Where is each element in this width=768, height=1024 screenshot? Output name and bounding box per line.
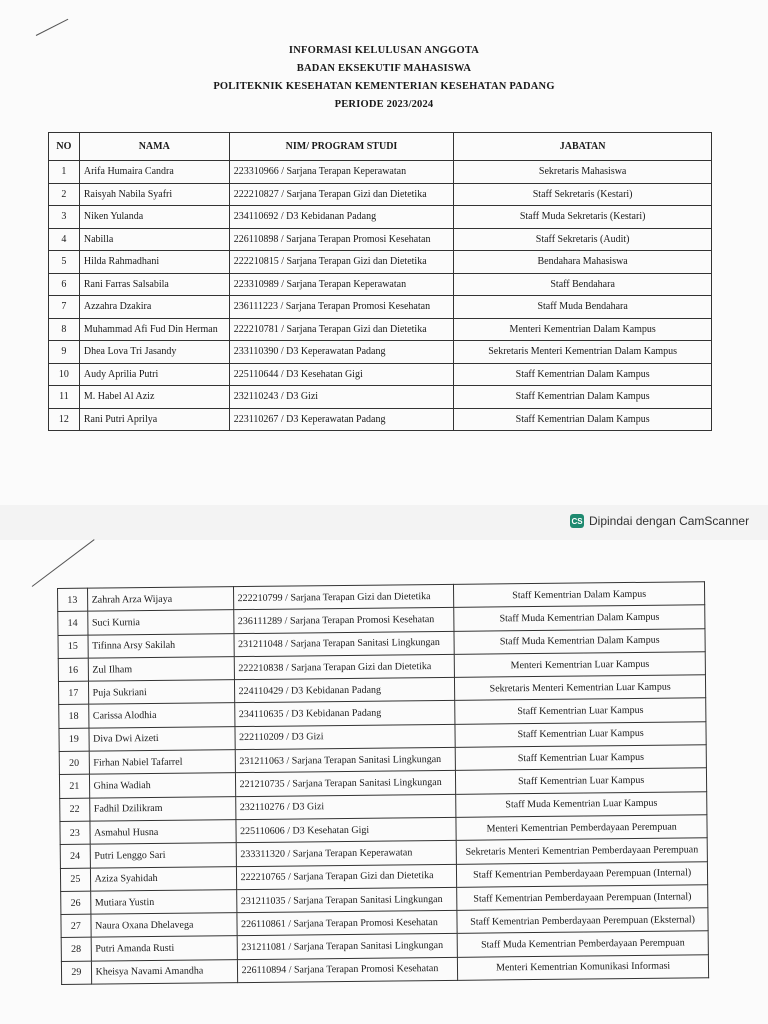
cell-no: 5 xyxy=(49,251,80,274)
cell-jabatan: Staff Muda Kementrian Luar Kampus xyxy=(456,791,707,817)
cell-nim: 225110644 / D3 Kesehatan Gigi xyxy=(229,363,454,386)
table-row xyxy=(49,206,712,229)
cell-no: 1 xyxy=(49,161,80,184)
cell-nim: 226110898 / Sarjana Terapan Promosi Kesehatan xyxy=(229,228,454,251)
cell-nama: Suci Kurnia xyxy=(87,610,233,635)
header-organization: BADAN EKSEKUTIF MAHASISWA xyxy=(296,63,472,74)
cell-no: 7 xyxy=(49,296,80,319)
cell-jabatan: Staff Kementrian Dalam Kampus xyxy=(454,363,712,386)
table-row xyxy=(49,296,712,319)
cell-nama: Putri Lenggo Sari xyxy=(90,843,236,868)
cell-jabatan: Staff Kementrian Pemberdayaan Perempuan (Eksternal) xyxy=(457,908,708,934)
cell-no: 19 xyxy=(59,728,89,752)
cell-jabatan: Staff Kementrian Pemberdayaan Perempuan (Internal) xyxy=(457,885,708,911)
cell-no: 14 xyxy=(58,611,88,635)
cell-nim: 221210735 / Sarjana Terapan Sanitasi Lingkungan xyxy=(235,771,456,797)
cell-no: 28 xyxy=(61,938,91,962)
cell-nim: 222210838 / Sarjana Terapan Gizi dan Dietetika xyxy=(234,654,455,680)
cell-nama: Diva Dwi Aizeti xyxy=(89,726,235,751)
cell-no: 24 xyxy=(60,844,90,868)
cell-nama: Carissa Alodhia xyxy=(88,703,234,728)
cell-nim: 234110692 / D3 Kebidanan Padang xyxy=(229,206,454,229)
cell-nama: Asmahul Husna xyxy=(89,820,235,845)
table-row xyxy=(49,408,712,431)
document-header xyxy=(0,42,768,114)
cell-no: 25 xyxy=(60,868,90,892)
cell-jabatan: Menteri Kementrian Luar Kampus xyxy=(454,652,705,678)
cell-nim: 226110861 / Sarjana Terapan Promosi Kesehatan xyxy=(236,910,457,936)
camscanner-watermark xyxy=(570,514,749,528)
cell-nama: Aziza Syahidah xyxy=(90,866,236,891)
cell-nama: Ghina Wadiah xyxy=(89,773,235,798)
cell-nama: Zahrah Arza Wijaya xyxy=(87,587,233,612)
cell-no: 22 xyxy=(60,798,90,822)
table-row xyxy=(49,273,712,296)
cell-no: 21 xyxy=(59,775,89,799)
table-row xyxy=(49,251,712,274)
cell-no: 3 xyxy=(49,206,80,229)
header-institution: POLITEKNIK KESEHATAN KEMENTERIAN KESEHATAN PADANG xyxy=(213,81,555,92)
cell-jabatan: Sekretaris Menteri Kementrian Pemberdayaan Perempuan xyxy=(456,838,707,864)
cell-nim: 231211035 / Sarjana Terapan Sanitasi Lingkungan xyxy=(236,887,457,913)
cell-nama: Puja Sukriani xyxy=(88,680,234,705)
cell-nama: Fadhil Dzilikram xyxy=(89,796,235,821)
cell-no: 12 xyxy=(49,408,80,431)
cell-nama: Kheisya Navami Amandha xyxy=(91,959,237,984)
cell-no: 26 xyxy=(61,891,91,915)
cell-jabatan: Staff Muda Kementrian Dalam Kampus xyxy=(454,628,705,654)
cell-nim: 231211048 / Sarjana Terapan Sanitasi Lingkungan xyxy=(234,631,455,657)
cell-nim: 225110606 / D3 Kesehatan Gigi xyxy=(235,817,456,843)
cell-nama: Zul Ilham xyxy=(88,657,234,682)
cell-nama: Dhea Lova Tri Jasandy xyxy=(79,341,229,364)
table-row xyxy=(49,183,712,206)
cell-nama: Hilda Rahmadhani xyxy=(79,251,229,274)
cell-nama: Firhan Nabiel Tafarrel xyxy=(89,750,235,775)
cell-nim: 224110429 / D3 Kebidanan Padang xyxy=(234,678,455,704)
cell-no: 13 xyxy=(58,588,88,612)
cell-no: 4 xyxy=(49,228,80,251)
cell-nim: 236111223 / Sarjana Terapan Promosi Kesehatan xyxy=(229,296,454,319)
cell-jabatan: Bendahara Mahasiswa xyxy=(454,251,712,274)
cell-nim: 222210781 / Sarjana Terapan Gizi dan Dietetika xyxy=(229,318,454,341)
cell-nama: M. Habel Al Aziz xyxy=(79,386,229,409)
cell-nama: Nabilla xyxy=(79,228,229,251)
cell-no: 20 xyxy=(59,751,89,775)
column-header-nim: NIM/ PROGRAM STUDI xyxy=(229,133,454,161)
cell-no: 18 xyxy=(59,705,89,729)
table-row xyxy=(49,161,712,184)
cell-jabatan: Staff Kementrian Luar Kampus xyxy=(456,768,707,794)
cell-jabatan: Staff Kementrian Dalam Kampus xyxy=(454,408,712,431)
cell-nama: Tifinna Arsy Sakilah xyxy=(88,633,234,658)
cell-nim: 223310989 / Sarjana Terapan Keperawatan xyxy=(229,273,454,296)
header-title: INFORMASI KELULUSAN ANGGOTA xyxy=(288,45,480,56)
cell-nim: 234110635 / D3 Kebidanan Padang xyxy=(234,701,455,727)
cell-jabatan: Sekretaris Mahasiswa xyxy=(454,161,712,184)
cell-nim: 223110267 / D3 Keperawatan Padang xyxy=(229,408,454,431)
cell-jabatan: Staff Kementrian Dalam Kampus xyxy=(454,582,705,608)
cell-jabatan: Staff Kementrian Luar Kampus xyxy=(455,721,706,747)
cell-no: 29 xyxy=(61,961,91,985)
cell-jabatan: Staff Sekretaris (Audit) xyxy=(454,228,712,251)
cell-nama: Naura Oxana Dhelavega xyxy=(90,913,236,938)
cell-nama: Muhammad Afi Fud Din Herman xyxy=(79,318,229,341)
cell-jabatan: Staff Kementrian Pemberdayaan Perempuan (Internal) xyxy=(457,861,708,887)
cell-no: 23 xyxy=(60,821,90,845)
cell-jabatan: Staff Muda Kementrian Pemberdayaan Perempuan xyxy=(457,931,708,957)
cell-jabatan: Staff Kementrian Dalam Kampus xyxy=(454,386,712,409)
cell-nama: Niken Yulanda xyxy=(79,206,229,229)
cell-nim: 222210827 / Sarjana Terapan Gizi dan Dietetika xyxy=(229,183,454,206)
table-row xyxy=(49,228,712,251)
cell-nim: 233311320 / Sarjana Terapan Keperawatan xyxy=(236,841,457,867)
cell-nim: 231211081 / Sarjana Terapan Sanitasi Lingkungan xyxy=(237,934,458,960)
camscanner-icon: CS xyxy=(570,514,584,528)
cell-nim: 223310966 / Sarjana Terapan Keperawatan xyxy=(229,161,454,184)
cell-jabatan: Staff Kementrian Luar Kampus xyxy=(455,698,706,724)
cell-nama: Azzahra Dzakira xyxy=(79,296,229,319)
table-row xyxy=(49,386,712,409)
cell-nim: 222110209 / D3 Gizi xyxy=(234,724,455,750)
cell-nama: Rani Putri Aprilya xyxy=(79,408,229,431)
cell-jabatan: Staff Muda Sekretaris (Kestari) xyxy=(454,206,712,229)
column-header-no: NO xyxy=(49,133,80,161)
cell-jabatan: Menteri Kementrian Komunikasi Informasi xyxy=(458,954,709,980)
header-period: PERIODE 2023/2024 xyxy=(334,99,434,110)
cell-no: 11 xyxy=(49,386,80,409)
cell-no: 2 xyxy=(49,183,80,206)
cell-no: 16 xyxy=(58,658,88,682)
cell-nama: Arifa Humaira Candra xyxy=(79,161,229,184)
cell-nama: Putri Amanda Rusti xyxy=(91,936,237,961)
cell-jabatan: Staff Muda Bendahara xyxy=(454,296,712,319)
cell-nim: 232110276 / D3 Gizi xyxy=(235,794,456,820)
cell-nim: 222210765 / Sarjana Terapan Gizi dan Dietetika xyxy=(236,864,457,890)
cell-jabatan: Sekretaris Menteri Kementrian Luar Kampus xyxy=(455,675,706,701)
table-row xyxy=(49,318,712,341)
members-table-page-1 xyxy=(48,132,712,431)
cell-no: 27 xyxy=(61,914,91,938)
table-row xyxy=(49,363,712,386)
cell-jabatan: Menteri Kementrian Dalam Kampus xyxy=(454,318,712,341)
cell-nim: 231211063 / Sarjana Terapan Sanitasi Lingkungan xyxy=(235,747,456,773)
cell-jabatan: Sekretaris Menteri Kementrian Dalam Kampus xyxy=(454,341,712,364)
camscanner-label: Dipindai dengan CamScanner xyxy=(589,514,750,528)
column-header-nama: NAMA xyxy=(79,133,229,161)
cell-nim: 232110243 / D3 Gizi xyxy=(229,386,454,409)
cell-jabatan: Staff Sekretaris (Kestari) xyxy=(454,183,712,206)
members-table-page-2 xyxy=(57,581,709,985)
column-header-jabatan: JABATAN xyxy=(454,133,712,161)
cell-nim: 236111289 / Sarjana Terapan Promosi Kesehatan xyxy=(233,608,454,634)
cell-jabatan: Staff Kementrian Luar Kampus xyxy=(455,745,706,771)
cell-no: 6 xyxy=(49,273,80,296)
cell-jabatan: Menteri Kementrian Pemberdayaan Perempuan xyxy=(456,815,707,841)
cell-no: 8 xyxy=(49,318,80,341)
cell-jabatan: Staff Bendahara xyxy=(454,273,712,296)
cell-nim: 222210815 / Sarjana Terapan Gizi dan Dietetika xyxy=(229,251,454,274)
cell-nim: 233110390 / D3 Keperawatan Padang xyxy=(229,341,454,364)
table-row xyxy=(49,341,712,364)
cell-nama: Audy Aprilia Putri xyxy=(79,363,229,386)
cell-nim: 222210799 / Sarjana Terapan Gizi dan Dietetika xyxy=(233,584,454,610)
table-header-row xyxy=(49,133,712,161)
cell-nama: Mutiara Yustin xyxy=(90,889,236,914)
cell-no: 10 xyxy=(49,363,80,386)
cell-no: 17 xyxy=(58,681,88,705)
cell-nama: Rani Farras Salsabila xyxy=(79,273,229,296)
cell-no: 9 xyxy=(49,341,80,364)
cell-jabatan: Staff Muda Kementrian Dalam Kampus xyxy=(454,605,705,631)
cell-nama: Raisyah Nabila Syafri xyxy=(79,183,229,206)
cell-no: 15 xyxy=(58,635,88,659)
cell-nim: 226110894 / Sarjana Terapan Promosi Kesehatan xyxy=(237,957,458,983)
